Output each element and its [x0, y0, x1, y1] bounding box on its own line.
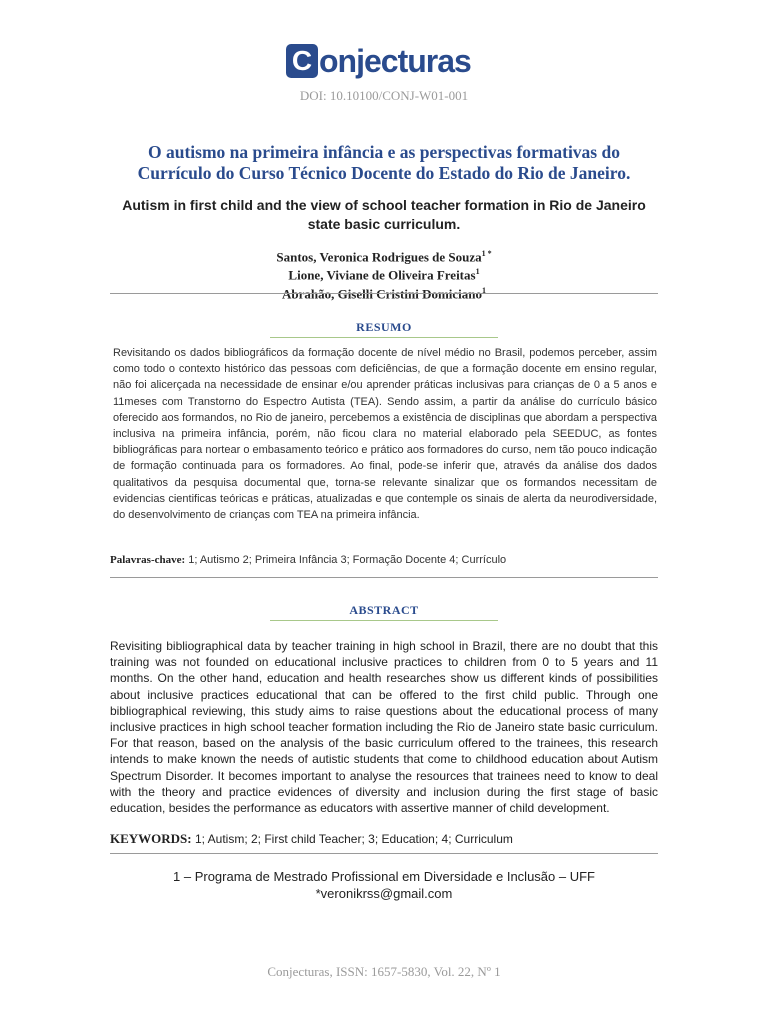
author-3: Abrahão, Giselli Cristini Domiciano$^1$ [281, 285, 487, 301]
affiliation: 1 – Programa de Mestrado Profissional em Diversidade e Inclusão – UFF [173, 869, 595, 884]
resumo-keywords [110, 554, 658, 566]
resumo-underline [270, 337, 498, 338]
abstract-keywords [110, 831, 658, 847]
keywords-label: Palavras-chave: [110, 554, 186, 566]
keywords-label: KEYWORDS: [110, 831, 192, 846]
divider [110, 853, 658, 854]
divider [110, 293, 658, 294]
author-2: Lione, Viviane de Oliveira Freitas$^1$ [288, 267, 480, 283]
logo-mark: C [286, 44, 318, 78]
author-email: *veronikrss@gmail.com [315, 886, 453, 901]
author-1: Santos, Veronica Rodrigues de Souza$^{1 *}$ [276, 249, 492, 265]
divider [110, 577, 658, 578]
keywords-value: 1; Autismo 2; Primeira Infância 3; Formação Docente 4; Currículo [185, 554, 507, 566]
affiliation-footnote [0, 868, 768, 902]
journal-logo [286, 42, 484, 80]
resumo-body: Revisitando os dados bibliográficos da formação docente de nível médio no Brasil, podemos perceber, assim como todo o contexto histórico das pessoas com deficiências, de que a formação docente em ensino regular, não foi alicerçada na necessidade de ensinar e/ou aprender práticas inclusivas para crianças de 0 a 5 anos e 11meses com Transtorno do Espectro Autista (TEA). Sendo assim, a partir da análise do currículo básico oferecido aos formandos, no Rio de janeiro, percebemos a existência de disciplinas que abordam a perspectiva inclusiva na primeira infância, porém, não ficou clara no material elaborado pela SEEDUC, as fontes bibliográficas para nortear o embasamento teórico e prático aos formadores do curso, nem tão pouco indicação de formação continuada para os formadores. Ao final, pode-se inferir que, através da análise dos dados qualitativos da pesquisa documental que, torna-se relevante sinalizar que os formandos necessitam de evidencias cientificas teóricas e práticas, atualizadas e que contemple os sinais de alerta da neurodiversidade, do desenvolvimento de crianças com TEA na primeira infância. [113, 347, 657, 522]
page-footer: Conjecturas, ISSN: 1657-5830, Vol. 22, Nº 1 [267, 964, 501, 979]
doi: DOI: 10.10100/CONJ-W01-001 [299, 88, 469, 103]
abstract-heading: ABSTRACT [349, 603, 419, 617]
resumo-heading: RESUMO [356, 320, 412, 334]
abstract-underline [270, 620, 498, 621]
logo-text: onjecturas [319, 43, 471, 79]
title-english: Autism in first child and the view of school teacher formation in Rio de Janeiro state basic curriculum. [122, 197, 646, 232]
title-portuguese: O autismo na primeira infância e as perspectivas formativas do Currículo do Curso Técnico Docente do Estado do Rio de Janeiro. [137, 142, 631, 183]
abstract-body: Revisiting bibliographical data by teacher training in high school in Brazil, there are no doubt that this training was not founded on educational inclusive practices to children from 0 to 5 years and 11 months. On the other hand, education and health researches show us different kinds of possibilities about inclusive practices educational that can be offered to the first child public. Through one bibliographical reviewing, this study aims to raise questions about the educational process of many inclusive practices in high school teacher formation including the Rio de Janeiro state basic curriculum. For that reason, based on the analysis of the basic curriculum offered to the trainees, this research intends to make known the needs of autistic students that come to childhood education about Autism Spectrum Disorder. It becomes important to analyse the resources that trainees need to know to deal with the theory and practice evidences of diversity and inclusion during the first stage of basic education, besides the performance as educators with assertive manner of child development. [110, 639, 658, 816]
keywords-value: 1; Autism; 2; First child Teacher; 3; Education; 4; Curriculum [191, 832, 513, 846]
